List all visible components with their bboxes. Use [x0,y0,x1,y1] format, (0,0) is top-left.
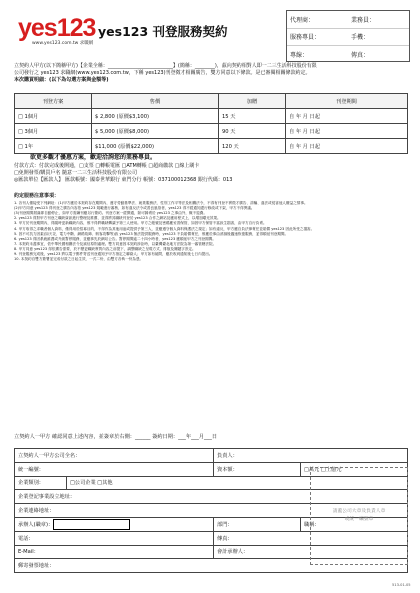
signature-line: 立契約人一甲方 確認同意上述內容，並簽章於右側：______ 簽約日期：___年___月___日 [14,434,218,440]
plan-period[interactable]: 自 年 月 日起 [286,139,408,154]
term-item: 9. 刊登服務完成後，yes123 將以電子郵件寄送刊登通知予甲方指定之聯絡人；甲方如有疑問，應於收到通知後七日內提出。 [14,252,213,257]
yes123-logo: yes123 [18,14,96,42]
capital-field[interactable]: 資本額： [214,462,301,476]
agent-info-box [286,10,410,62]
company-name-field[interactable]: 立契約人一甲方公司全名： [15,449,214,463]
plan-period[interactable]: 自 年 月 日起 [286,124,408,139]
term-item: 1. 各刊人僅接受下列網址：(1)甲方應於本契約存在期間內，遵守勞動基準法、就業服務法、性別工作平等法及相關法令，不得有刊登不實徵才廣告、詐騙、違法或侵害他人權益之情事。 [14,201,308,206]
type-options[interactable]: □公司企業 □其他 [67,476,408,490]
bank-info: ◎匯款單位【匯款人】 匯款帳號：國泰世華銀行 東門分行 帳號：037100012368 銀行代碼：013 [14,176,233,183]
phone-field[interactable]: 電話： [15,531,214,545]
plan-option-1m[interactable]: □ 1個月 [15,109,92,124]
term-item: 5. 因不可抗力因素(如天災、電力中斷、網路故障、駭客攻擊等)致 yes123 無法提供服務時，yes123 不負賠償責任，惟應於事由消滅後儘速恢復服務，並得順延刊登期間。 [14,231,289,236]
plan-option-3m[interactable]: □ 3個月 [15,124,92,139]
title-field[interactable]: 職稱： [301,517,408,531]
contact-person-field[interactable] [15,517,214,531]
sales-label: 業務員： [351,16,376,24]
fax-label: 傳真： [351,51,370,59]
plan-table [14,93,408,154]
type-label: 企業類別： [15,476,67,490]
plan-table-header [15,94,408,109]
plan-bonus: 90 天 [219,124,286,139]
contact-person-box[interactable] [53,519,130,530]
term-item: 8. 甲方同意 yes123 得依廣告需要，於不變更職缺實質內容之前提下，調整職缺之呈現方式、排版及關鍵字設定。 [14,246,196,251]
accountant-field[interactable]: 會計承辦人： [214,545,408,559]
col-bonus: 加贈 [219,94,286,109]
term-item: 10. 本契約自雙方簽署並完成付款之日起生效，一式二份，由雙方各執一份為憑。 [14,257,144,262]
logo-subtitle: www.yes123.com.tw 求職網 [32,41,94,46]
plan-price: $11,000 (原價$22,000) [92,139,219,154]
contact-address-field[interactable]: 企業連絡地址： [15,504,408,518]
phone-label: 手機： [351,34,370,42]
plan-price: $ 5,000 (原價$8,000) [92,124,219,139]
form-row [15,449,408,463]
stamp-hint: 請蓋公司大章及負責人章 [332,509,386,515]
terms-section [14,193,408,262]
intro-line-1: 立契約人甲方(以下簡稱甲方)【企業全稱：__________________________】(簡稱：________)，茲向契約相對人即一二三生活科技股份有限 [14,63,317,69]
tax-id-field[interactable]: 統一編號： [15,462,214,476]
stamp-hint-sub: 或統一編號章 [344,517,374,522]
email-field[interactable]: E-Mail： [15,545,214,559]
person-field[interactable]: 負責人： [214,449,408,463]
plan-option-1y[interactable]: □ 1年 [15,139,92,154]
table-row [15,109,408,124]
contact-person-label: 承辦人(職章)： [18,521,54,528]
invoice-address-field[interactable]: 郵寄發票地址： [15,559,408,573]
agent-label: 代理商： [290,16,315,24]
table-row [15,124,408,139]
term-item: 2. yes123 得對甲方刊登之職缺資訊進行整理及推薦，並得將其職缺刊登於 yes123 合作之網站及應用程式上，以增加曝光效果。 [14,216,221,221]
promo-line: 欲更多觀才優惠方案，歡迎洽詢您的業務專員。 [30,154,157,161]
terms-heading: 約定服務注意事項： [14,193,60,199]
term-item: (2)甲方同意 yes123 得刊登之廣告內容依 yes123 規範進行審核，如有違反法令或善良風俗者，yes123 得不經通知逕行修改或下架，甲方不得異議。 [14,206,255,211]
register-address-field[interactable]: 企業登記事業設立地址： [15,490,408,504]
invoice-option[interactable]: □免開發票/購買戶名 隨意一二三生活科技股份有限公司 [14,169,138,176]
plan-period[interactable]: 自 年 月 日起 [286,109,408,124]
intro-line-3: 本次購買明細：(以下為勾選方案與金額等) [14,76,109,83]
company-stamp-area[interactable] [310,467,408,565]
col-period: 刊登期間 [286,94,408,109]
fax-field[interactable]: 傳真： [214,531,408,545]
intro-line-2: 公司發行之 yes123 求職網(www.yes123.com.tw，下稱 yes123)刊登徵才相關廣告，雙方同意以下條款。是已審閱相關條款約定。 [14,69,311,76]
term-item: 7. 本契約未盡事宜，依中華民國相關法令及誠信原則處理。雙方同意因本契約涉訟時，以臺灣臺北地方法院為第一審管轄法院。 [14,241,217,246]
line-label: 專線： [290,51,309,59]
term-item: 3. 甲方於刊登期間內，得隨時更新職缺內容，惟不得將職缺轉讓予第三人使用。甲方之帳號及密碼應妥善保管，如因甲方保管不當致生損害，由甲方自行負責。 [14,221,267,226]
dept-field[interactable]: 部門： [214,517,301,531]
payment-section [14,163,410,183]
form-code: 513-01-05 [392,583,411,587]
term-item: 4. 甲方取得之求職者個人資料，僅得用於招募目的，不得作為其他用途或提供予第三人，並應遵守個人資料保護法之規定；如有違反，甲方應自負法律責任並賠償 yes123 因此所受之損害。 [14,226,315,231]
term-item: 6. yes123 得因系統維護或升級暫停服務，並應事先於網站公告。暫停期間逾二十四小時者，yes123 應順延甲方之刊登期間。 [14,236,216,241]
capital-options[interactable]: □萬元 □上億元 [301,462,408,476]
term-item: (3)刊登期間屆滿即自動停止，如甲方需續刊應另行簽約。刊登方案一經開通，除可歸責於 yes123 之事由外，概不退費。 [14,211,207,216]
col-price: 售價 [92,94,219,109]
plan-bonus: 120 天 [219,139,286,154]
plan-bonus: 15 天 [219,109,286,124]
service-label: 服務專員： [290,34,321,42]
intro-text [14,63,410,83]
plan-price: $ 2,800 (原價$3,100) [92,109,219,124]
col-plan: 刊登方案 [15,94,92,109]
page-title: yes123 刊登服務契約 [98,24,228,39]
payment-method[interactable]: 付款方式：付款完成後開通，□支票 □轉帳電匯 □ATM轉帳 □超商繳款 □線上刷卡 [14,163,200,169]
